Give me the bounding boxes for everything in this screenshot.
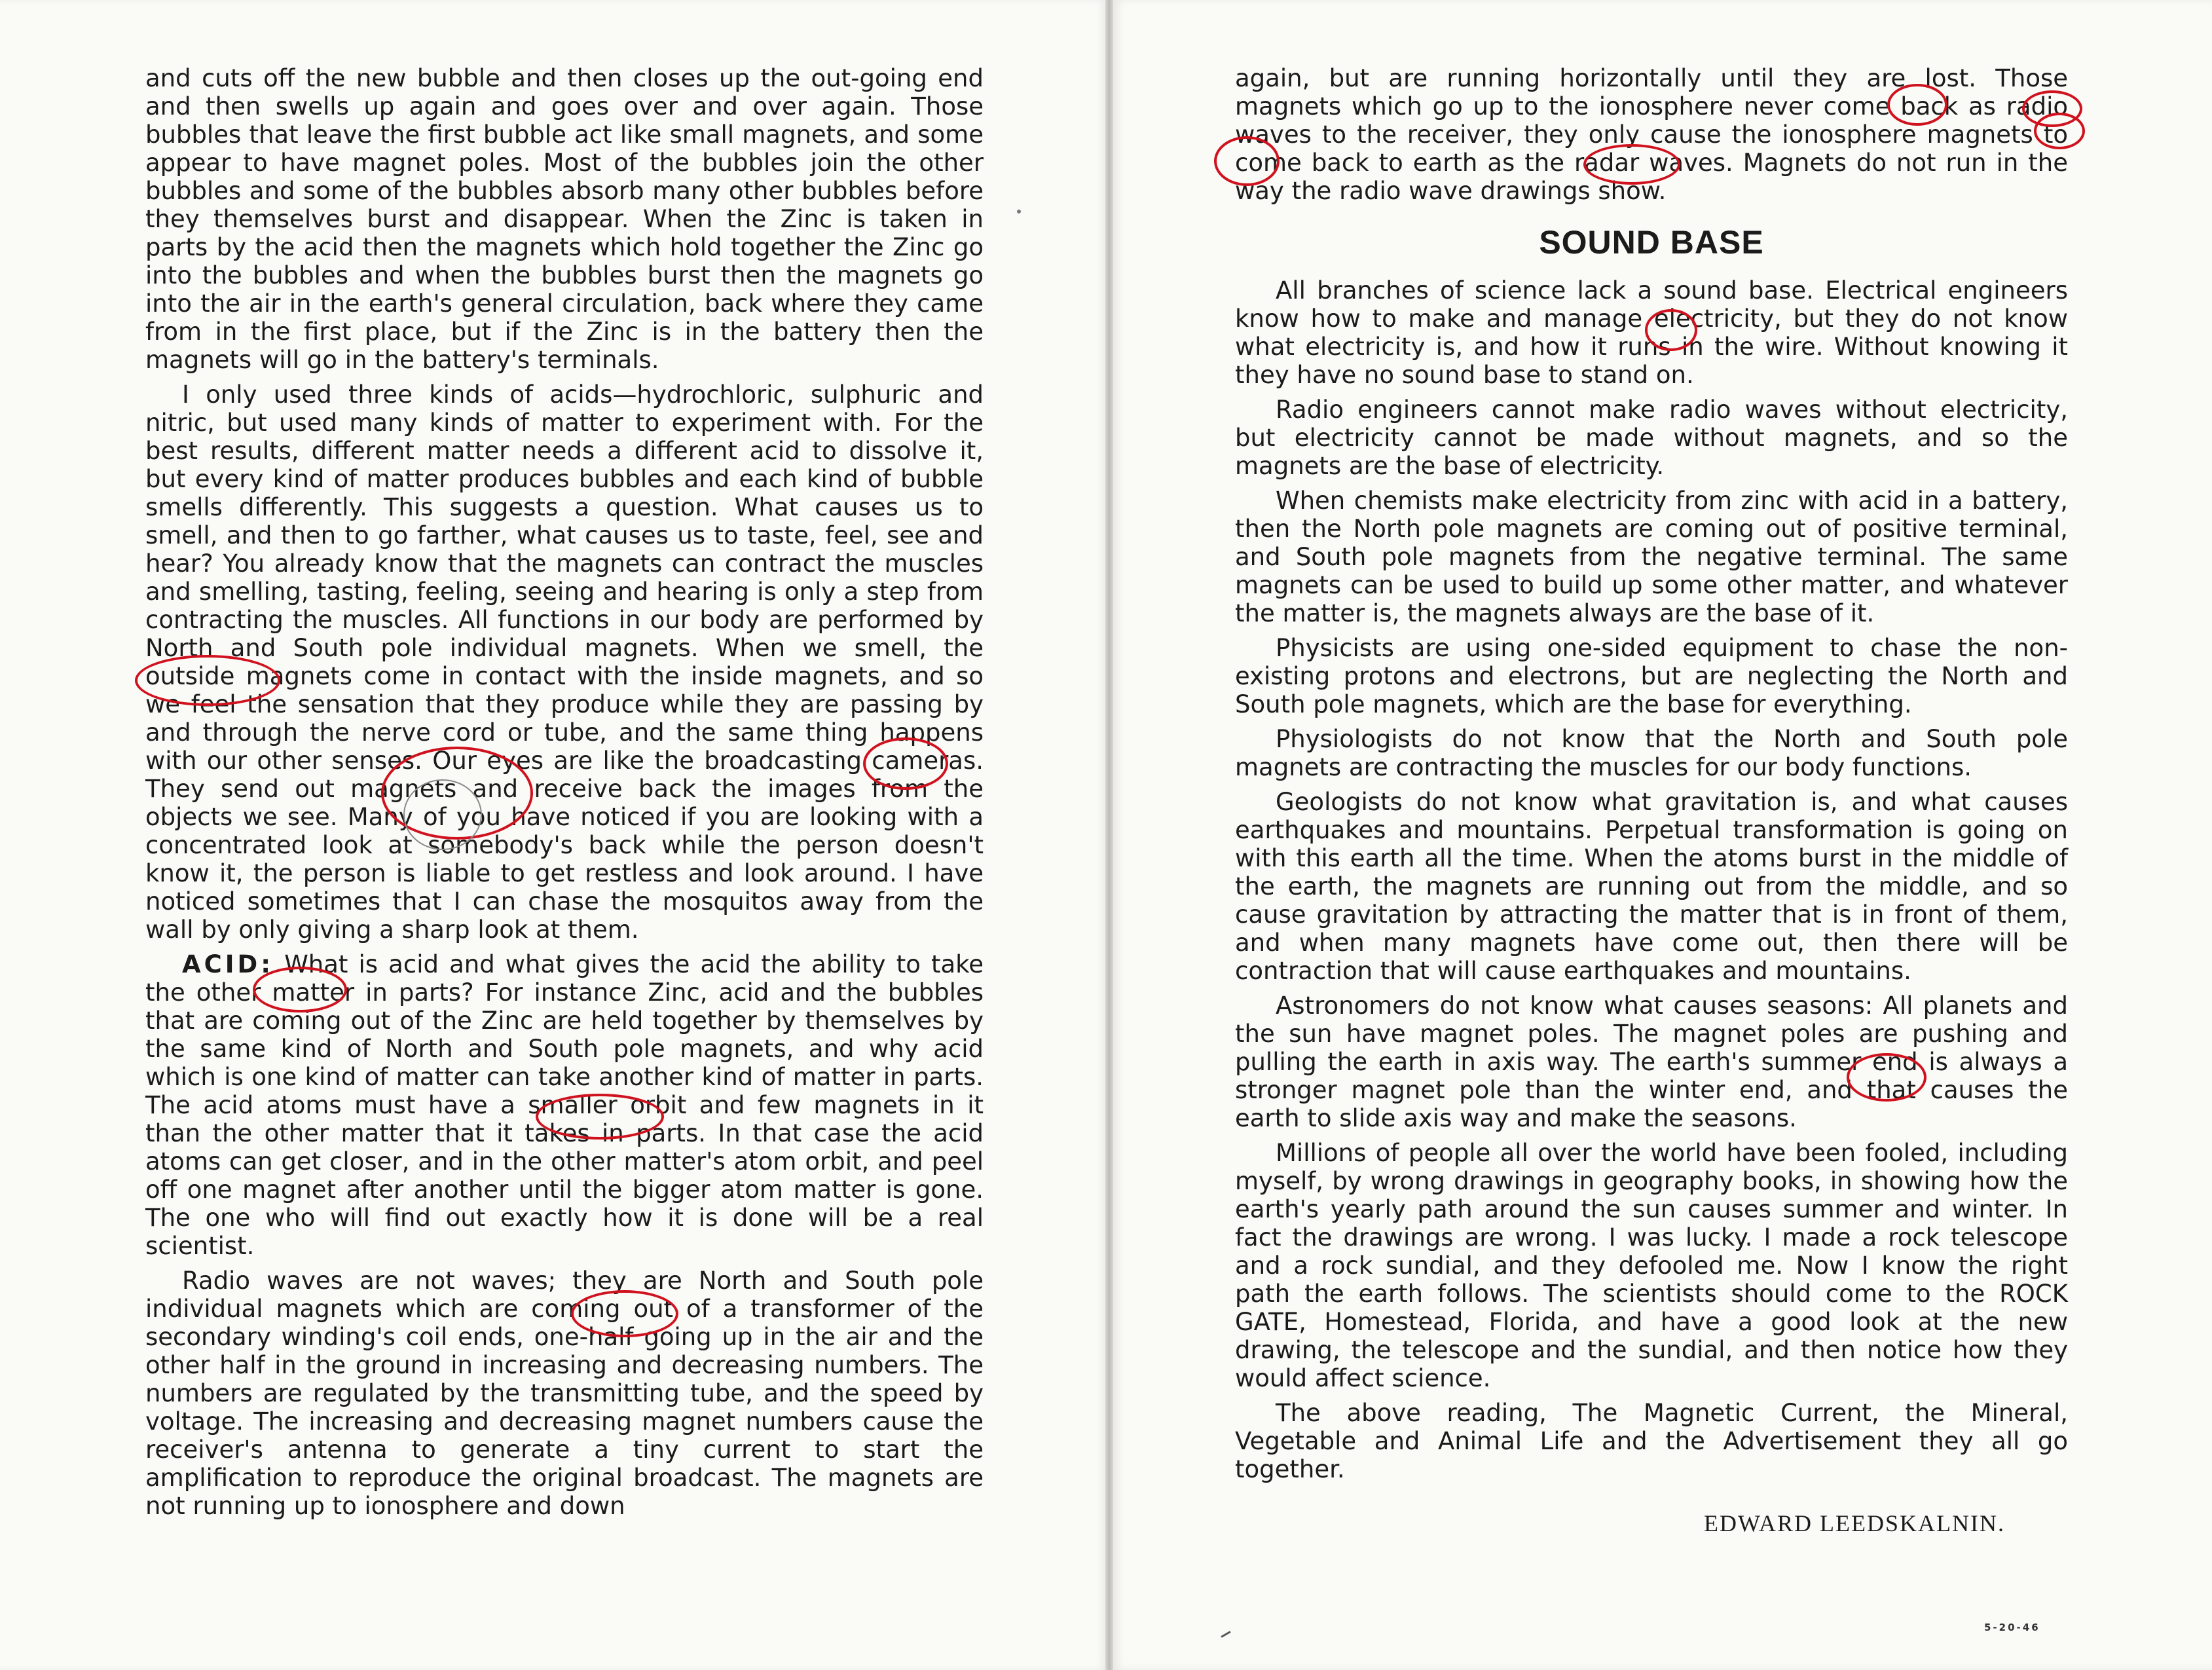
pencil-circle (403, 779, 482, 850)
right-paragraph-1: All branches of science lack a sound base. Electrical engineers know how to make and manage electricity, but they do not know what electricity is, and how it runs in the wire. Without knowing it they have no sound base to stand on. (1235, 276, 2068, 389)
right-paragraph-2: Radio engineers cannot make radio waves without electricity, but electricity cannot be made without magnets, and so the magnets are the base of electricity. (1235, 396, 2068, 480)
acid-paragraph (145, 950, 984, 1260)
date-code: 5-20-46 (1984, 1622, 2040, 1633)
right-paragraph-3: When chemists make electricity from zinc with acid in a battery, then the North pole magnets are coming out of positive terminal, and South pole magnets from the negative terminal. The same magnets can be used to build up some other matter, and whatever the matter is, the magnets always are the base of it. (1235, 487, 2068, 627)
right-paragraph-5: Physiologists do not know that the North and South pole magnets are contracting the muscles for our body functions. (1235, 725, 2068, 781)
right-paragraph-8: Millions of people all over the world have been fooled, including myself, by wrong drawings in geography books, in showing how the earth's yearly path around the sun causes summer and winter. In fact the drawings are wrong. I was lucky. I made a rock telescope and a rock sundial, and they defooled me. Now I know the right path the earth follows. The scientists should come to the ROCK GATE, Homestead, Florida, and have a good look at the new drawing, the telescope and the sundial, and then notice how they would affect science. (1235, 1139, 2068, 1392)
left-paragraph-2: I only used three kinds of acids—hydrochloric, sulphuric and nitric, but used many kinds of matter to experiment with. For the best results, different matter needs a different acid to dissolve it, but every kind of matter produces bubbles and each kind of bubble smells differently. This suggests a question. What causes us to smell, and then to go farther, what causes us to taste, feel, see and hear? You already know that the magnets can contract the muscles and smelling, tasting, feeling, seeing and hearing is only a step from contracting the muscles. All functions in our body are performed by North and South pole individual magnets. When we smell, the outside magnets come in contact with the inside magnets, and so we feel the sensation that they produce while they are passing by and through the nerve cord or tube, and the same thing happens with our other senses. Our eyes are like the broadcasting cameras. They send out magnets and receive back the images from the objects we see. Many of you have noticed if you are looking with a concentrated look at somebody's back while the person doesn't know it, the person is liable to get restless and look around. I have noticed sometimes that I can chase the mosquitos away from the wall by only giving a sharp look at them. (145, 380, 984, 944)
right-paragraph-4: Physicists are using one-sided equipment to chase the non-existing protons and electrons, but are neglecting the North and South pole magnets, which are the base for everything. (1235, 634, 2068, 718)
acid-label: ACID: (182, 950, 274, 978)
right-intro-paragraph: again, but are running horizontally until they are lost. Those magnets which go up to the ionosphere never come back as radio waves to the receiver, they only cause the ionosphere magnets to come back to earth as the radar waves. Magnets do not run in the way the radio wave drawings show. (1235, 64, 2068, 205)
right-paragraph-7: Astronomers do not know what causes seasons: All planets and the sun have magnet poles. The magnet poles are pushing and pulling the earth in axis way. The earth's summer end is always a stronger magnet pole than the winter end, and that causes the earth to slide axis way and make the seasons. (1235, 992, 2068, 1132)
radio-paragraph: Radio waves are not waves; they are North and South pole individual magnets which are coming out of a transformer of the secondary winding's coil ends, one-half going up in the air and the other half in the ground in increasing and decreasing numbers. The numbers are regulated by the transmitting tube, and the speed by voltage. The increasing and decreasing magnet numbers cause the receiver's antenna to generate a tiny current to start the amplification to reproduce the original broadcast. The magnets are not running up to ionosphere and down (145, 1267, 984, 1520)
page-gutter (1105, 0, 1113, 1670)
signature: EDWARD LEEDSKALNIN. (1704, 1510, 2005, 1536)
left-column (145, 64, 984, 1527)
paper-speck (1017, 210, 1021, 213)
section-heading: SOUND BASE (1539, 224, 1764, 261)
right-paragraph-9: The above reading, The Magnetic Current, the Mineral, Vegetable and Animal Life and the Advertisement they all go together. (1235, 1399, 2068, 1483)
right-column (1235, 64, 2068, 1538)
left-paragraph-1: and cuts off the new bubble and then closes up the out-going end and then swells up again and goes over and over again. Those bubbles that leave the first bubble act like small magnets, and some appear to have magnet poles. Most of the bubbles join the other bubbles and some of the bubbles absorb many other bubbles before they themselves burst and disappear. When the Zinc is taken in parts by the acid then the magnets which hold together the Zinc go into the bubbles and when the bubbles burst then the magnets go into the air in the earth's general circulation, back where they came from in the first place, but if the Zinc is in the battery then the magnets will go in the battery's terminals. (145, 64, 984, 374)
acid-text: What is acid and what gives the acid the ability to take the other matter in parts? For instance Zinc, acid and the bubbles that are coming out of the Zinc are held together by themselves by the same kind of North and South pole magnets, and why acid which is one kind of matter can take another kind of matter in parts. The acid atoms must have a smaller orbit and few magnets in it than the other matter that it takes in parts. In that case the acid atoms can get closer, and in the other matter's atom orbit, and peel off one magnet after another until the bigger atom matter is gone. The one who will find out exactly how it is done will be a real scientist. (145, 950, 984, 1260)
right-paragraph-6: Geologists do not know what gravitation is, and what causes earthquakes and mountains. Perpetual transformation is going on with this earth all the time. When the atoms burst in the middle of the earth, the magnets are running out from the middle, and so cause gravitation by attracting the matter that is in front of them, and when many magnets have come out, then there will be contraction that will cause earthquakes and mountains. (1235, 788, 2068, 985)
